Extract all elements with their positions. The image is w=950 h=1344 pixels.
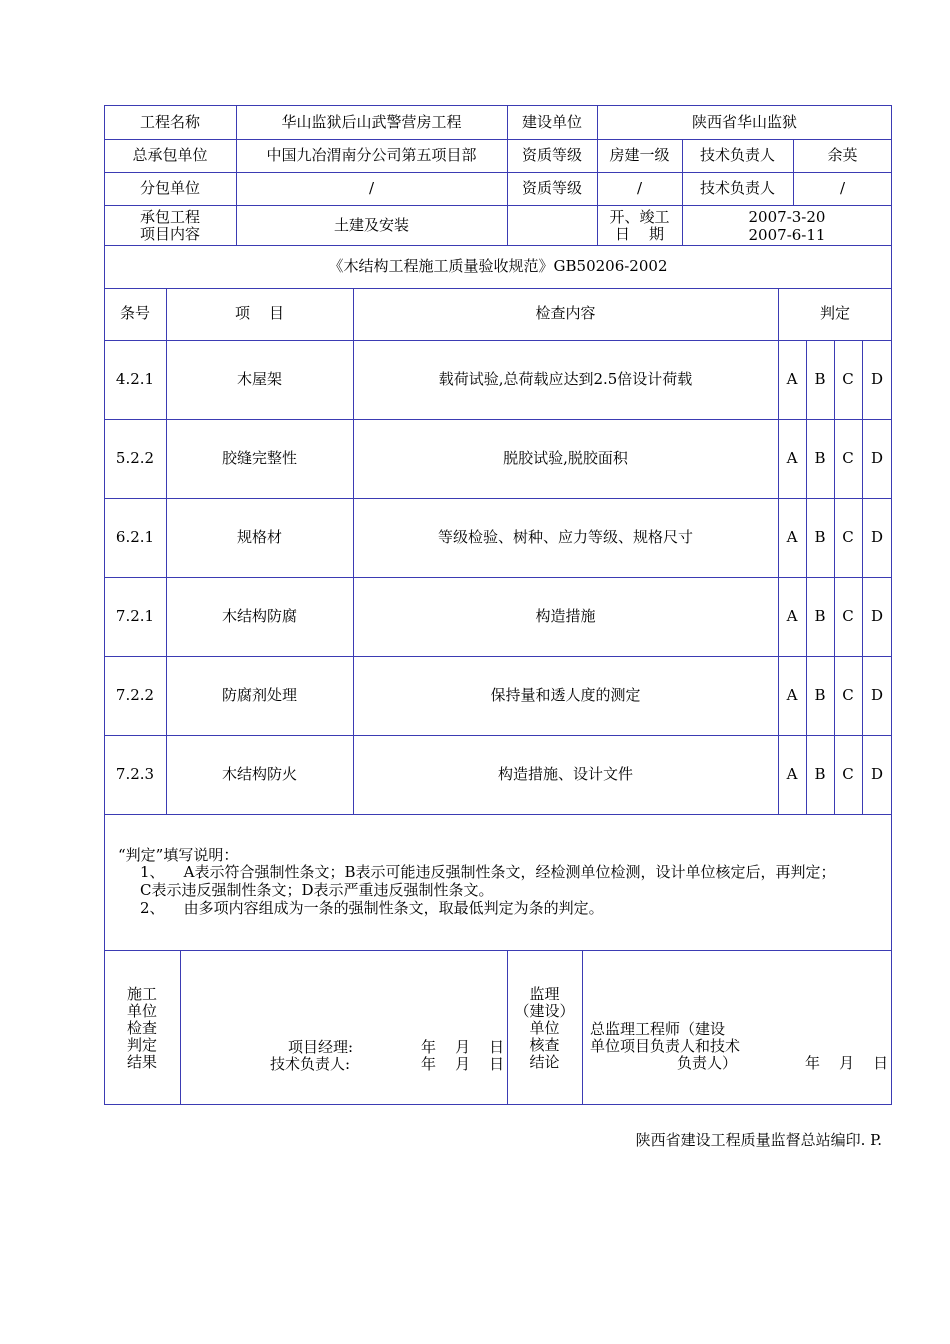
date-label-2: 日 期 (614, 225, 665, 243)
col-item-header: 项 目 (234, 304, 285, 322)
notes-line-2: C表示违反强制性条文；D表示严重违反强制性条文。 (140, 881, 494, 899)
row-content: 脱胶试验,脱胶面积 (503, 449, 628, 467)
notes-title: “判定”填写说明： (118, 846, 239, 864)
grade-c: C (842, 765, 854, 783)
row-item: 防腐剂处理 (221, 686, 297, 704)
row-no: 7.2.1 (115, 607, 155, 625)
tech-2: / (839, 179, 846, 197)
chief-line-1: 总监理工程师（建设 (590, 1020, 726, 1038)
grade-d: D (870, 765, 884, 783)
tech-date: 年 月 日 (421, 1055, 505, 1073)
row-no: 7.2.2 (115, 686, 155, 704)
label-line: 核查 (529, 1036, 560, 1054)
tech-label-1: 技术负责人 (699, 146, 775, 164)
project-name-label: 工程名称 (139, 113, 200, 131)
grade-a: A (786, 765, 798, 783)
label-line: 结论 (529, 1053, 560, 1071)
chief-line-3: 负责人） (677, 1054, 738, 1072)
label-line: 单位 (126, 1002, 157, 1020)
grade-d: D (870, 686, 884, 704)
standard-title: 《木结构工程施工质量验收规范》GB50206-2002 (328, 257, 668, 275)
grade-b: B (814, 686, 826, 704)
sub: / (368, 179, 375, 197)
label-line: 结果 (126, 1053, 157, 1071)
tech-lead-label: 技术负责人: (270, 1055, 351, 1073)
grade-d: D (870, 607, 884, 625)
grade-d: D (870, 370, 884, 388)
grade-b: B (814, 607, 826, 625)
project-manager-label: 项目经理: (288, 1038, 354, 1056)
owner-label: 建设单位 (521, 113, 582, 131)
tech-label-2: 技术负责人 (699, 179, 775, 197)
label-line: 判定 (126, 1036, 157, 1054)
qual-1: 房建一级 (609, 146, 670, 164)
scope: 土建及安装 (333, 216, 409, 234)
row-no: 7.2.3 (115, 765, 155, 783)
row-no: 5.2.2 (115, 449, 155, 467)
qual-2: / (636, 179, 643, 197)
gc-label: 总承包单位 (132, 146, 208, 164)
project-name: 华山监狱后山武警营房工程 (281, 113, 462, 131)
label-line: （建设） (514, 1002, 575, 1020)
pm-date: 年 月 日 (421, 1038, 505, 1056)
grade-c: C (842, 528, 854, 546)
grade-c: C (842, 449, 854, 467)
col-content-header: 检查内容 (535, 304, 596, 322)
row-content: 等级检验、树种、应力等级、规格尺寸 (437, 528, 693, 546)
footer-note: 陕西省建设工程质量监督总站编印. P. (635, 1131, 882, 1149)
row-item: 木屋架 (236, 370, 282, 388)
grade-a: A (786, 686, 798, 704)
notes-line-3: 2、 由多项内容组成为一条的强制性条文，取最低判定为条的判定。 (140, 899, 604, 917)
scope-label-2: 项目内容 (139, 225, 200, 243)
row-no: 4.2.1 (115, 370, 155, 388)
date-label-1: 开、竣工 (609, 208, 670, 226)
col-judge-header: 判定 (819, 304, 850, 322)
grade-c: C (842, 607, 854, 625)
grade-a: A (786, 449, 798, 467)
row-content: 构造措施、设计文件 (497, 765, 633, 783)
grade-a: A (786, 528, 798, 546)
label-line: 单位 (529, 1019, 560, 1037)
chief-date: 年 月 日 (805, 1054, 889, 1072)
grade-b: B (814, 528, 826, 546)
grade-c: C (842, 370, 854, 388)
scope-label-1: 承包工程 (139, 208, 200, 226)
grade-a: A (786, 370, 798, 388)
grade-d: D (870, 449, 884, 467)
end-date: 2007-6-11 (748, 226, 826, 244)
row-content: 构造措施 (535, 607, 596, 625)
row-item: 胶缝完整性 (221, 449, 297, 467)
qual-label-1: 资质等级 (521, 146, 582, 164)
label-line: 检查 (126, 1019, 157, 1037)
grade-b: B (814, 765, 826, 783)
grade-b: B (814, 370, 826, 388)
start-date: 2007-3-20 (748, 208, 826, 226)
row-no: 6.2.1 (115, 528, 155, 546)
tech-1: 余英 (827, 146, 858, 164)
chief-line-2: 单位项目负责人和技术 (590, 1037, 741, 1055)
row-content: 保持量和透人度的测定 (490, 686, 641, 704)
notes-line-1: 1、 A表示符合强制性条文；B表示可能违反强制性条文，经检测单位检测，设计单位核定后，再判定； (140, 863, 836, 881)
row-item: 木结构防腐 (221, 607, 297, 625)
label-line: 监理 (529, 985, 560, 1003)
grade-b: B (814, 449, 826, 467)
grade-a: A (786, 607, 798, 625)
grade-c: C (842, 686, 854, 704)
label-line: 施工 (126, 985, 157, 1003)
col-no-header: 条号 (119, 304, 150, 322)
qual-label-2: 资质等级 (521, 179, 582, 197)
row-content: 载荷试验,总荷载应达到2.5倍设计荷载 (438, 370, 693, 388)
row-item: 木结构防火 (221, 765, 297, 783)
owner: 陕西省华山监狱 (691, 113, 797, 131)
gc: 中国九冶渭南分公司第五项目部 (266, 146, 477, 164)
sub-label: 分包单位 (139, 179, 200, 197)
grade-d: D (870, 528, 884, 546)
row-item: 规格材 (236, 528, 282, 546)
form-frame (104, 105, 892, 1105)
